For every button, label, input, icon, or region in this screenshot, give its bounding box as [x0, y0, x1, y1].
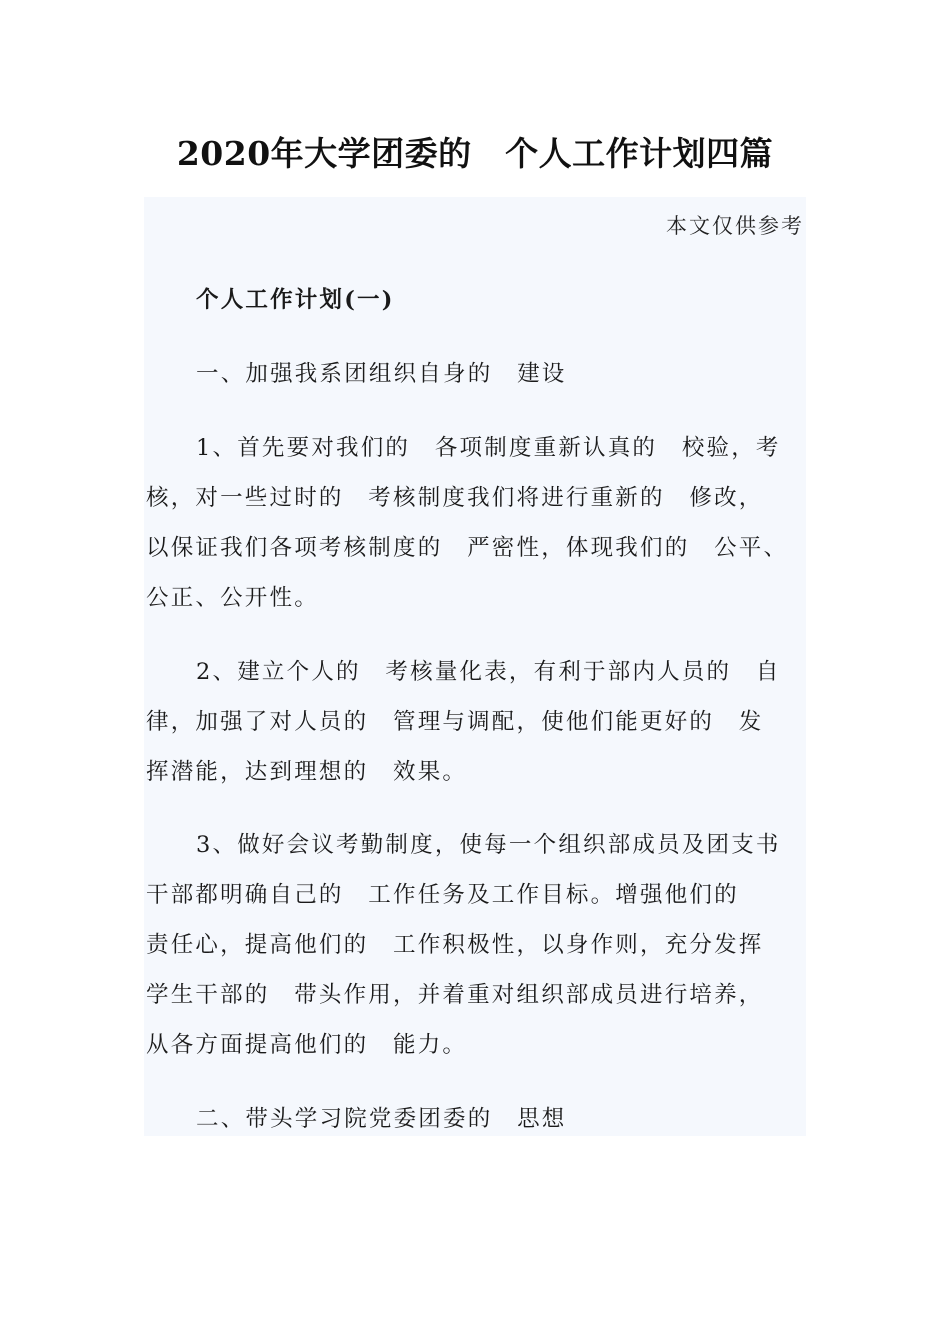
section-heading: 个人工作计划(一)	[196, 287, 395, 313]
text-line: 一、加强我系团组织自身的 建设	[196, 361, 567, 387]
text-line: 干部都明确自己的 工作任务及工作目标。增强他们的	[146, 882, 739, 908]
text-line: 挥潜能，达到理想的 效果。	[146, 759, 468, 785]
text-line: 以保证我们各项考核制度的 严密性，体现我们的 公平、	[146, 535, 789, 561]
text-line: 二、带头学习院党委团委的 思想	[196, 1106, 567, 1132]
text-line: 学生干部的 带头作用，并着重对组织部成员进行培养，	[146, 982, 764, 1008]
text-line: 从各方面提高他们的 能力。	[146, 1032, 468, 1058]
reference-note: 本文仅供参考	[666, 214, 804, 238]
text-line: 责任心，提高他们的 工作积极性，以身作则，充分发挥	[146, 932, 764, 958]
text-line: 3、做好会议考勤制度，使每一个组织部成员及团支书	[196, 832, 781, 858]
text-line: 核，对一些过时的 考核制度我们将进行重新的 修改，	[146, 485, 764, 511]
page-title: 2020年大学团委的 个人工作计划四篇	[176, 134, 774, 173]
text-line: 2、建立个人的 考核量化表，有利于部内人员的 自	[196, 659, 781, 685]
text-line: 公正、公开性。	[146, 585, 319, 611]
text-line: 1、首先要对我们的 各项制度重新认真的 校验，考	[196, 435, 781, 461]
text-line: 律，加强了对人员的 管理与调配，使他们能更好的 发	[146, 709, 764, 735]
